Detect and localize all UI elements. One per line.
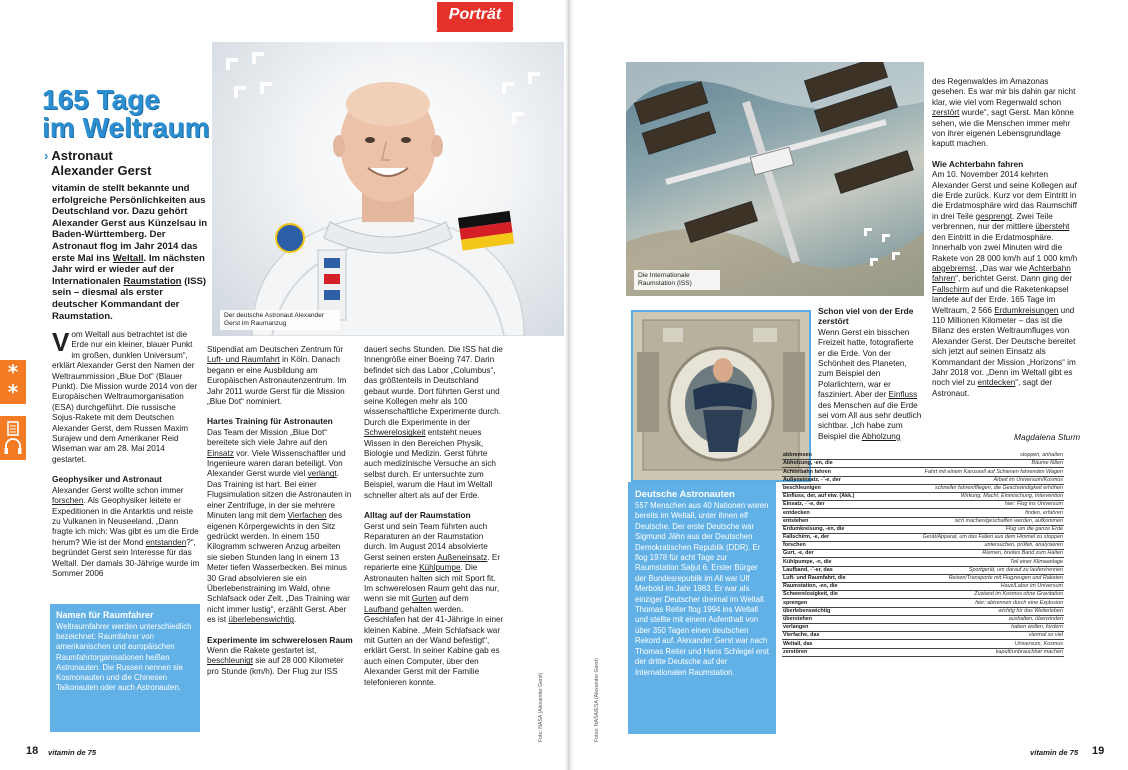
subtitle-line-2: Alexander Gerst xyxy=(51,163,152,178)
glossary-term: Raumstation, -en, die xyxy=(783,583,838,590)
iss-photo xyxy=(626,62,924,296)
heading-experimente: Experimente im schwerelosen Raum xyxy=(207,634,353,645)
title-line-2: im Weltraum xyxy=(42,112,210,143)
article-column-4: Schon viel von der Erde zerstört Wenn Gerst ein bisschen Freizeit hatte, fotografierte er die Erde. Von der Schönheit des Planeten, zum Beispiel den Polarlichtern, war er fasziniert. Aber der Einfluss des Menschen auf die Erde sei vom All aus sehr deutlich sichtbar. „Ich habe zum Beispiel die Abholzung xyxy=(818,306,922,441)
info-box-deutsche-astronauten xyxy=(628,482,776,734)
astronaut-photo xyxy=(212,42,564,336)
glossary-term: Fallschirm, -e, der xyxy=(783,534,830,541)
glossary-term: überlebenswichtig xyxy=(783,607,831,614)
glossary-row xyxy=(782,632,1064,640)
glossary-term: Vierfache, das xyxy=(783,632,820,639)
box-namen-title: Namen für Raumfahrer xyxy=(56,610,154,620)
iss-caption: Die Internationale Raumstation (ISS) xyxy=(634,270,720,290)
magazine-name-left: vitamin de 75 xyxy=(48,748,97,757)
glossary-row xyxy=(782,518,1064,526)
glossary-term: sprengen xyxy=(783,599,808,606)
article-column-3: dauert sechs Stunden. Die ISS hat die Innengröße einer Boeing 747. Darin befindet sich das Labor „Columbus“, das größtenteils in Deutschland gebaut wurde. Dort führten Gerst und seine Kollegen mehr als 100 wissenschaftliche Experimente durch. Durch die Experimente in der Schwerelosigkeit entsteht neues Wissen in den Bereichen Physik, Biologie und Medizin. Gerst führte auch medizinische Versuche an sich selbst durch. Er untersuchte zum Beispiel, warum die Haut im Weltall schneller altert als auf der Erde. Alltag auf der Raumstation Gerst und sein Team führten auch Reparaturen an der Raumstation durch. Im August 2014 absolvierte Gerst seinen ersten Außeneinsatz. Er reparierte eine Kühlpumpe. Die Astronauten halten sich mit Sport fit. Im schwerelosen Raum geht das nur, wenn sie mit Gurten auf dem Laufband gehalten werden. Geschlafen hat der 41-Jährige in einer kleinen Kabine. „Mein Schlafsack war mit Gurten an der Wand befestigt“, erklärt Gerst. In seiner Kabine gab es auch einen Computer, über den Alexander Gerst mit der Familie telefonieren konnte. xyxy=(364,345,504,687)
glossary-term: beschleunigen xyxy=(783,484,821,491)
glossary-term: Gurt, -e, der xyxy=(783,550,814,557)
glossary-term: Weltall, das xyxy=(783,640,813,647)
article-intro: vitamin de stellt bekannte und erfolgreiche Persönlichkeiten aus Deutschland vor. Dazu gehört Alexander Gerst aus Künzelsau in Baden-Württemberg. Der Astronaut flog im Jahr 2014 das erste Mal ins Weltall. Im nächsten Jahr wird er wieder auf der Internationalen Raumstation (ISS) sein – diesmal als erster deutscher Kommandant der Raumstation. xyxy=(52,183,208,322)
glossary-definition: haben wollen, fordern xyxy=(1011,624,1063,631)
iss-illustration xyxy=(626,62,924,296)
photo-credit-left: Foto: NASA (Alexander Gerst) xyxy=(538,672,544,742)
glossary-definition: wichtig für das Weiterleben xyxy=(998,607,1063,614)
glossary-row xyxy=(782,493,1064,501)
glossary-row xyxy=(782,624,1064,632)
glossary-term: entstehen xyxy=(783,517,809,524)
glossary-term: Erdumkreisung, -en, die xyxy=(783,525,845,532)
side-tab-audio xyxy=(0,416,26,460)
info-box-namen xyxy=(50,604,200,732)
glossary-definition: Haus/Labor im Universum xyxy=(1000,583,1063,590)
glossary-definition: Riemen, breites Band zum Halten xyxy=(982,550,1063,557)
svg-text:*: * xyxy=(7,380,19,404)
glossary-definition: Sportgerät, um darauf zu laufen/rennen xyxy=(968,566,1063,573)
article-column-1: Vom Weltall aus betrachtet ist die Erde nur ein kleiner, blauer Punkt im großen, dunklen Universum“, erklärt Alexander Gerst den Namen der Weltraummission „Blue Dot“ (Blauer Punkt). Die Mission wurde 2014 von der Europäischen Weltraumorganisation (ESA) durchgeführt. Die russische Sojus-Rakete mit dem Deutschen Alexander Gerst, dem Russen Maxim Surajew und dem Amerikaner Reid Wiseman war am 28. Mai 2014 gestartet. Geophysiker und Astronaut Alexander Gerst wollte schon immer forschen. Als Geophysiker leitete er Expeditionen in die Antarktis und reiste zu Vulkanen in Neuseeland. „Dann fragte ich mich: Was gibt es um die Erde herum? Wie ist der Mond entstanden?“, begründet Gerst sein Interesse für das Weltall. Der damals 30-Jährige wurde im Sommer 2006 xyxy=(52,327,200,578)
glossary-term: Laufband, -¨-er, das xyxy=(783,566,833,573)
glossary-row xyxy=(782,468,1064,476)
glossary-definition: hier: abtrennen durch eine Explosion xyxy=(975,599,1063,606)
glossary-term: forschen xyxy=(783,542,806,549)
glossary-definition: Teil einer Klimaanlage xyxy=(1010,558,1063,565)
drop-cap: V xyxy=(52,327,70,357)
glossary-definition: Fahrt mit einem Karussell auf Schienen fahrenden Wagen xyxy=(924,468,1063,475)
magazine-name-right: vitamin de 75 xyxy=(1030,748,1079,757)
glossary-row xyxy=(782,640,1064,648)
chevron-right-icon: › xyxy=(44,148,49,163)
glossary-definition: Universum, Kosmos xyxy=(1014,640,1063,647)
astronaut-caption: Der deutsche Astronaut Alexander Gerst im Raumanzug xyxy=(220,310,340,330)
glossary-term: abbremsen xyxy=(783,452,812,459)
side-tab-asterisk xyxy=(0,360,26,404)
glossary-row xyxy=(782,616,1064,624)
page-number-left: 18 xyxy=(26,745,39,757)
glossary-term: Einsatz, -¨-e, der xyxy=(783,501,825,508)
glossary-row xyxy=(782,567,1064,575)
glossary-row xyxy=(782,583,1064,591)
glossary-row xyxy=(782,526,1064,534)
glossary-row xyxy=(782,599,1064,607)
glossary-term: Luft- und Raumfahrt, die xyxy=(783,575,846,581)
glossary-definition: Gerät/Apparat, um das Fallen aus dem Himmel zu stoppen xyxy=(922,534,1063,541)
glossary-definition: Zustand im Kosmos ohne Gravitation xyxy=(974,591,1063,598)
glossary-row xyxy=(782,608,1064,616)
glossary-definition: schneller fahren/fliegen, die Geschwindigkeit erhöhen xyxy=(935,484,1063,491)
title-line-1: 165 Tage xyxy=(42,84,160,115)
subtitle-line-1: Astronaut xyxy=(51,148,113,163)
glossary-row xyxy=(782,485,1064,493)
glossary-definition: viermal so viel xyxy=(1028,632,1063,639)
glossary-term: zerstören xyxy=(783,648,808,655)
page-number-right: 19 xyxy=(1092,745,1105,757)
glossary-row xyxy=(782,542,1064,550)
section-tag: Porträt xyxy=(437,2,513,28)
photo-credit-right: Fotos: NASA/ESA (Alexander Gerst) xyxy=(594,658,600,742)
article-column-5: des Regenwaldes im Amazonas gesehen. Es war mir bis dahin gar nicht klar, wie viel vom Regenwald schon zerstört wurde“, sagt Gerst. Man könne sehen, wie die Menschen immer mehr von ihrer eigenen Lebensgrundlage kaputt machen. Wie Achterbahn fahren Am 10. November 2014 kehrten Alexander Gerst und seine Kollegen auf die Erde zurück. Kurz vor dem Eintritt in die Erdatmosphäre wird das Raumschiff in drei Teile gesprengt. Zwei Teile verbrennen, nur der mittlere übersteht den Eintritt in die Erdatmosphäre. Innerhalb von zwei Minuten wird die Rakete von 28 000 km/h auf 1 000 km/h abgebremst. „Das war wie Achterbahn fahren“, berichtet Gerst. Dann ging der Fallschirm auf und die Raketenkapsel landete auf der Erde. 165 Tage im Weltraum, 2 566 Erdumkreisungen und 110 Millionen Kilometer – das ist die Bilanz des ersten Weltraumfluges von Alexander Gerst. Der Deutsche bereitet sich jetzt auf seinen Einsatz als Kommandant der Mission „Horizons“ im Jahr 2018 vor. „Denn im Weltall gibt es noch viel zu entdecken“, sagt der Astronaut. xyxy=(932,77,1078,398)
glossary-row xyxy=(782,477,1064,485)
glossary-row xyxy=(782,649,1064,657)
heading-achterbahn: Wie Achterbahn fahren xyxy=(932,158,1024,169)
heading-zerstoert: Schon viel von der Erde zerstört xyxy=(818,306,914,327)
glossary-definition: kaputt/unbrauchbar machen xyxy=(995,648,1063,655)
glossary-row xyxy=(782,460,1064,468)
glossary-table xyxy=(782,452,1064,716)
glossary-definition: stoppen, anhalten xyxy=(1020,452,1063,459)
glossary-term: entdecken xyxy=(783,509,810,516)
audio-book-icon xyxy=(0,416,26,460)
glossary-row xyxy=(782,452,1064,460)
asterisk-icon xyxy=(0,360,26,404)
glossary-definition: untersuchen, prüfen, analysieren xyxy=(984,542,1063,549)
glossary-row xyxy=(782,550,1064,558)
astronaut-illustration xyxy=(212,42,564,336)
glossary-definition: Flug um die ganze Erde xyxy=(1005,525,1063,532)
page-gutter xyxy=(565,0,575,770)
glossary-term: Abholzung, -en, die xyxy=(783,460,833,467)
box-de-title: Deutsche Astronauten xyxy=(635,488,735,499)
glossary-definition: aushalten, überwinden xyxy=(1008,615,1063,622)
svg-text:*: * xyxy=(7,360,19,384)
glossary-term: Einfluss, der, auf etw. (Akk.) xyxy=(783,493,855,500)
glossary-definition: Arbeit im Universum/Kosmos xyxy=(993,476,1063,483)
glossary-definition: sich machen/geschaffen werden, aufkommen xyxy=(954,517,1063,524)
glossary-definition: hier: Flug ins Universum xyxy=(1004,501,1063,508)
glossary-row xyxy=(782,558,1064,566)
glossary-row xyxy=(782,575,1064,583)
glossary-definition: Bäume fällen xyxy=(1031,460,1063,467)
glossary-definition: Wirkung, Macht, Einmischung, Intervention xyxy=(960,493,1063,500)
glossary-term: verlangen xyxy=(783,624,809,631)
glossary-term: Achterbahn fahren xyxy=(783,468,831,475)
glossary-term: Kühlpumpe, -n, die xyxy=(783,558,832,565)
author-name: Magdalena Sturm xyxy=(1014,432,1081,442)
glossary-definition: finden, erfahren xyxy=(1025,509,1063,516)
box-namen-text: Weltraumfahrer werden unterschiedlich bezeichnet: Raumfahrer von amerikanischen und europäischen Raumfahrtorganisationen heißen Astronauten. Die Russen nennen sie Kosmonauten und die Chinesen Taikonauten oder auch Astronauten. xyxy=(56,622,192,693)
article-subtitle xyxy=(44,148,151,178)
glossary-row xyxy=(782,501,1064,509)
glossary-term: Außeneinsatz, -¨-e, der xyxy=(783,476,841,483)
glossary-term: Schwerelosigkeit, die xyxy=(783,591,838,598)
article-column-2: Stipendiat am Deutschen Zentrum für Luft- und Raumfahrt in Köln. Danach begann er eine Ausbildung am Europäischen Astronautenzentrum. Im Jahr 2011 wurde Gerst für die Mission „Blue Dot“ nominiert. Hartes Training für Astronauten Das Team der Mission „Blue Dot“ bereitete sich viele Jahre auf den Einsatz vor. Viele Wissenschaftler und Ingenieure waren daran beteiligt. Von Alexander Gerst wurde viel verlangt. Das Training ist hart. Bei einer Flugsimulation sitzen die Astronauten in einer Zentrifuge, in der sie mehrere Minuten lang mit dem Vierfachen des eigenen Körpergewichts in den Sitz gedrückt werden. In einem 150 Kilogramm schweren Anzug arbeiten sie sieben Stunden lang in einem 13 Meter tiefen Wasserbecken. Bei minus 30 Grad absolvieren sie ein Überlebenstraining im Wald, ohne Schlafsack oder Zelt. „Das Training war nicht immer lustig“, erzählt Gerst. Aber es ist überlebenswichtig. Experimente im schwerelosen Raum Wenn die Rakete gestartet ist, beschleunigt sie auf 28 000 Kilometer pro Stunde (km/h). Der Flug zur ISS xyxy=(207,345,353,676)
glossary-row xyxy=(782,509,1064,517)
heading-geophysiker: Geophysiker und Astronaut xyxy=(52,474,162,485)
glossary-definition: Reisen/Transporte mit Flugzeugen und Raketen xyxy=(948,575,1063,581)
heading-alltag: Alltag auf der Raumstation xyxy=(364,510,471,521)
glossary-row xyxy=(782,534,1064,542)
glossary-row xyxy=(782,591,1064,599)
box-de-text: 557 Menschen aus 40 Nationen waren bereits im Weltall, unter ihnen elf Deutsche. Der erste Deutsche war Sigmund Jähn aus der Deutschen Demokratischen Republik (DDR). Er flog 1978 für acht Tage zur Raumstation Saljut 6. Erster Bürger der Bundesrepublik im All war Ulf Merbold im Jahr 1983. Er war als einziger Deutscher dreimal im Weltall. Thomas Reiter flog 1994 ins Weltall und stellte mit einem Aufenthalt von über 350 Tagen einen deutschen Rekord auf. Alexander Gerst war nach Thomas Reiter und Hans Schlegel erst der dritte Deutsche auf der Internationalen Raumstation. xyxy=(635,501,769,677)
heading-training: Hartes Training für Astronauten xyxy=(207,416,333,427)
glossary-term: überstehen xyxy=(783,615,813,622)
